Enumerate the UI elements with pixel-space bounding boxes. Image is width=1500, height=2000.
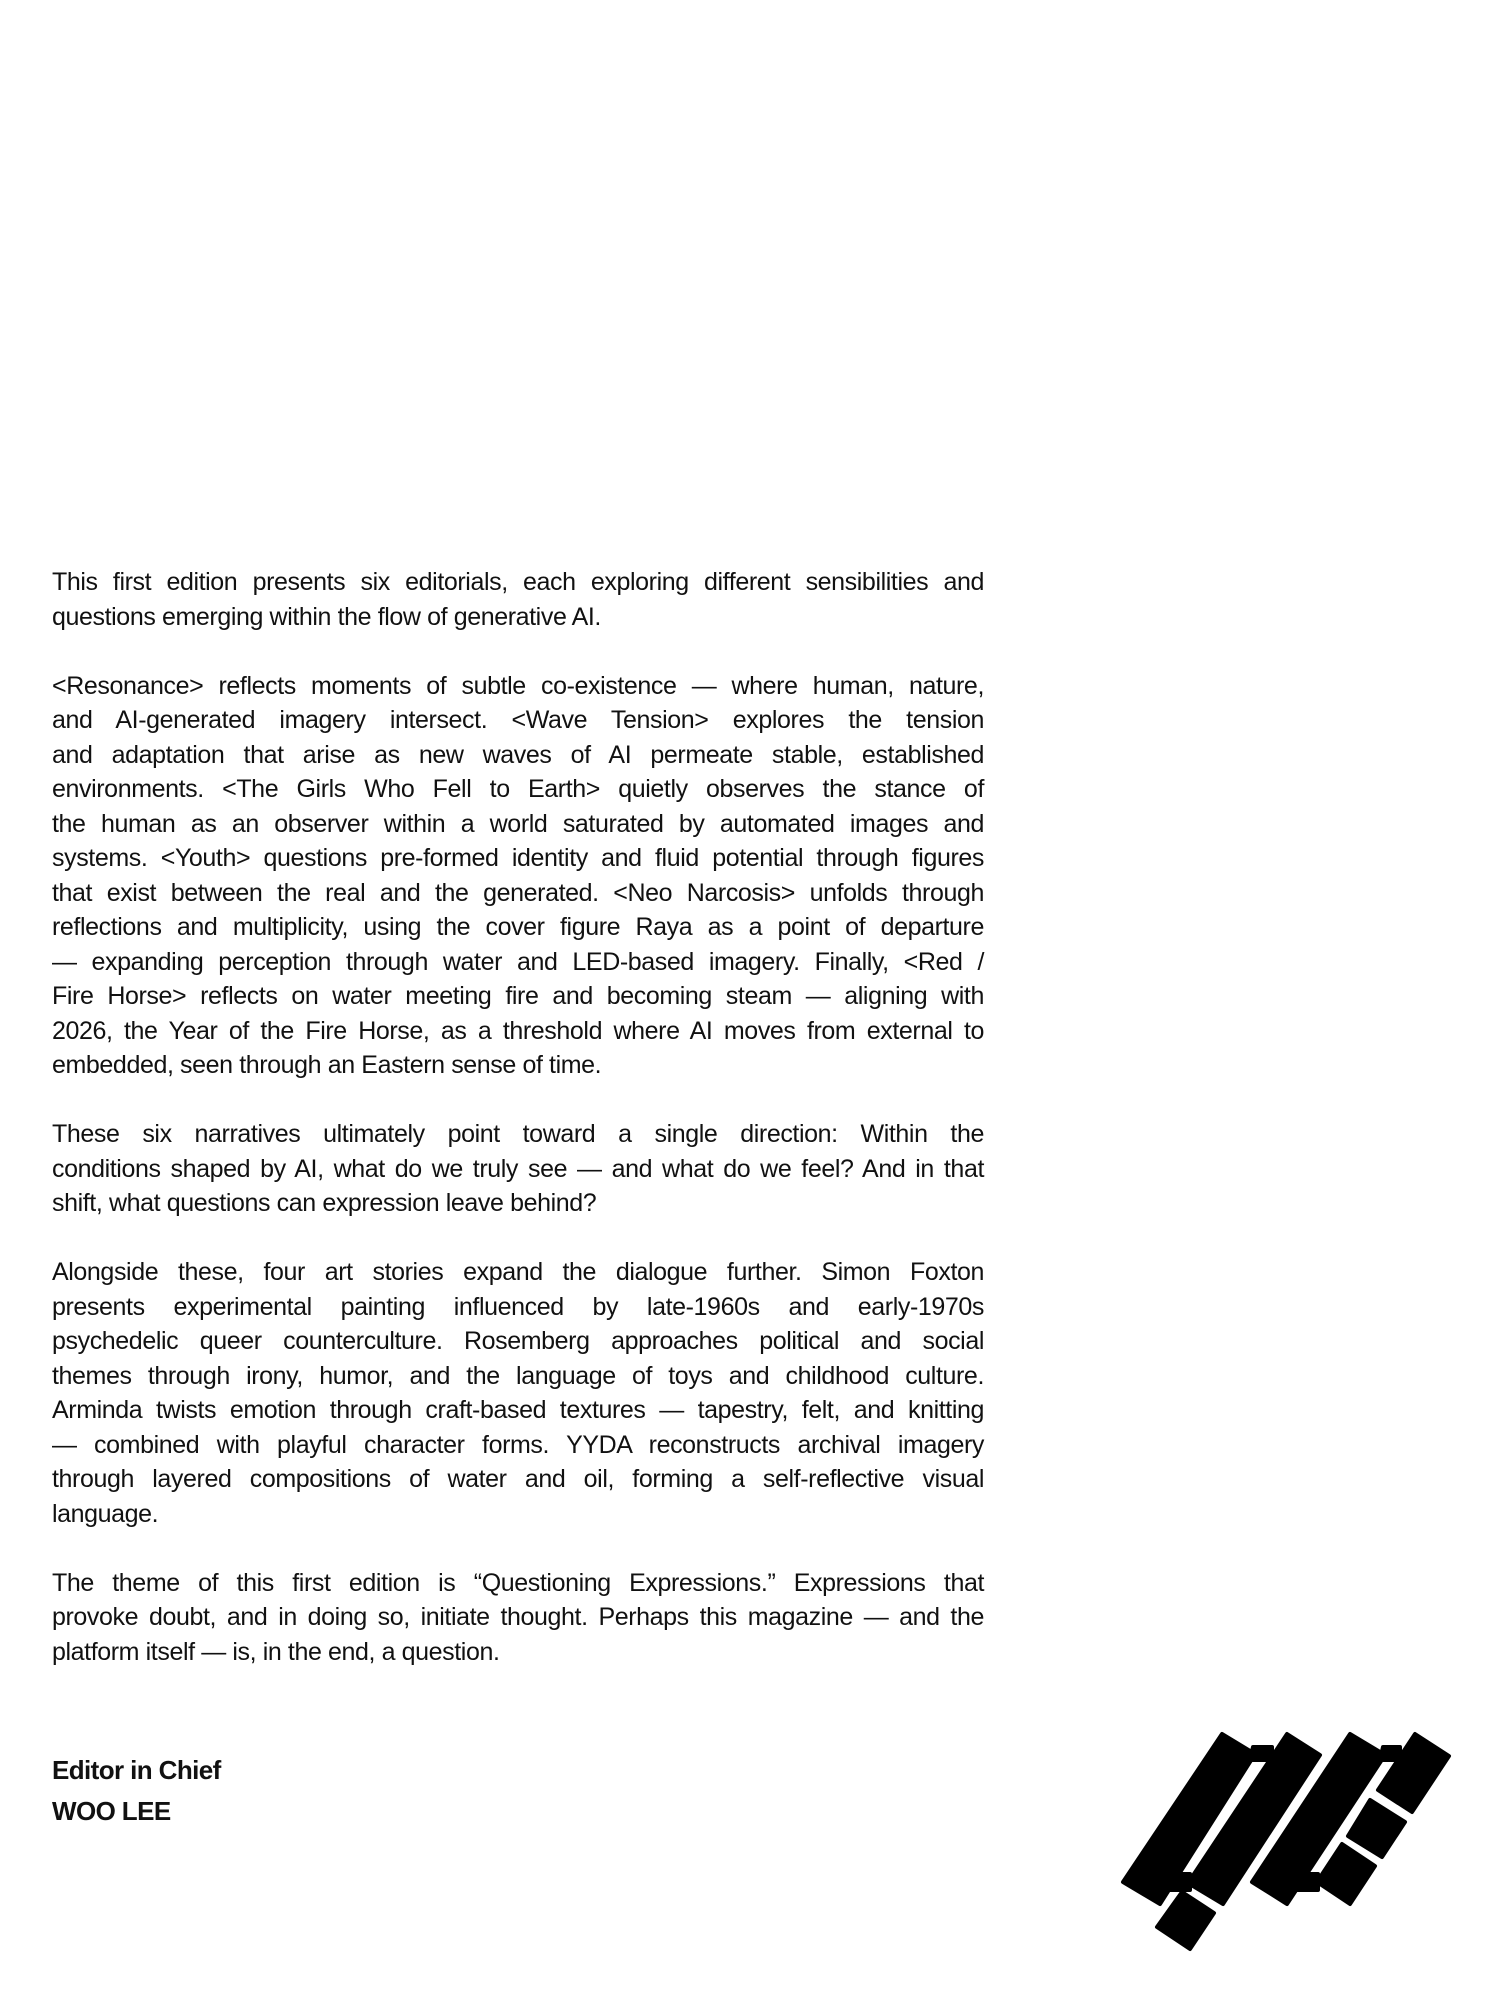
text-line: conditions shaped by AI, what do we truly see — and what do we feel? And in that xyxy=(52,1154,984,1183)
text-line: systems. <Youth> questions pre-formed identity and fluid potential through figures xyxy=(52,844,984,872)
magazine-logo-icon xyxy=(1110,1720,1470,1970)
paragraph xyxy=(52,565,984,634)
text-line: Fire Horse> reflects on water meeting fire and becoming steam — aligning with xyxy=(52,982,984,1010)
logo-bridge-bottom-2 xyxy=(1296,1874,1318,1890)
signature-role: Editor in Chief xyxy=(52,1755,221,1785)
text-line: and adaptation that arise as new waves of AI permeate stable, established xyxy=(52,740,984,769)
text-line: platform itself — is, in the end, a question. xyxy=(52,1637,500,1666)
editorial-letter xyxy=(52,565,984,1704)
paragraph xyxy=(52,1566,984,1670)
paragraph xyxy=(52,1255,984,1531)
logo-block-bottom xyxy=(1317,1844,1375,1904)
text-line: Arminda twists emotion through craft-based textures — tapestry, felt, and knitting xyxy=(52,1396,984,1424)
signature-name: WOO LEE xyxy=(52,1796,171,1826)
text-line: environments. <The Girls Who Fell to Earth> quietly observes the stance of xyxy=(52,775,984,803)
logo-square-1 xyxy=(1157,1892,1214,1949)
logo-bridge-bottom-1 xyxy=(1168,1874,1190,1890)
text-line: that exist between the real and the generated. <Neo Narcosis> unfolds through xyxy=(52,878,984,907)
text-line: <Resonance> reflects moments of subtle co-existence — where human, nature, xyxy=(52,671,984,700)
text-line: shift, what questions can expression leave behind? xyxy=(52,1189,597,1217)
text-line: language. xyxy=(52,1499,159,1528)
text-line: psychedelic queer counterculture. Rosemberg approaches political and social xyxy=(52,1327,984,1355)
text-line: — expanding perception through water and LED-based imagery. Finally, <Red / xyxy=(52,947,984,976)
text-line: 2026, the Year of the Fire Horse, as a threshold where AI moves from external to xyxy=(52,1016,984,1045)
text-line: reflections and multiplicity, using the cover figure Raya as a point of departure xyxy=(52,913,984,941)
text-line: themes through irony, humor, and the language of toys and childhood culture. xyxy=(52,1361,984,1390)
text-line: provoke doubt, and in doing so, initiate thought. Perhaps this magazine — and the xyxy=(52,1603,984,1631)
paragraph xyxy=(52,1117,984,1221)
text-line: presents experimental painting influenced by late-1960s and early-1970s xyxy=(52,1292,984,1321)
text-line: — combined with playful character forms. YYDA reconstructs archival imagery xyxy=(52,1430,984,1459)
logo-bridge-top-1 xyxy=(1250,1747,1272,1760)
text-line: Alongside these, four art stories expand the dialogue further. Simon Foxton xyxy=(52,1258,984,1286)
text-line: and AI-generated imagery intersect. <Wave Tension> explores the tension xyxy=(52,706,984,734)
text-line: questions emerging within the flow of generative AI. xyxy=(52,602,601,631)
text-line: through layered compositions of water and oil, forming a self-reflective visual xyxy=(52,1465,984,1493)
text-line: These six narratives ultimately point toward a single direction: Within the xyxy=(52,1120,984,1148)
text-line: The theme of this first edition is “Questioning Expressions.” Expressions that xyxy=(52,1568,984,1597)
text-line: the human as an observer within a world saturated by automated images and xyxy=(52,809,984,838)
paragraph xyxy=(52,669,984,1083)
signature xyxy=(52,1750,221,1832)
text-line: This first edition presents six editorials, each exploring different sensibilities and xyxy=(52,568,984,596)
text-line: embedded, seen through an Eastern sense of time. xyxy=(52,1051,602,1079)
logo-block-middle xyxy=(1348,1800,1405,1857)
